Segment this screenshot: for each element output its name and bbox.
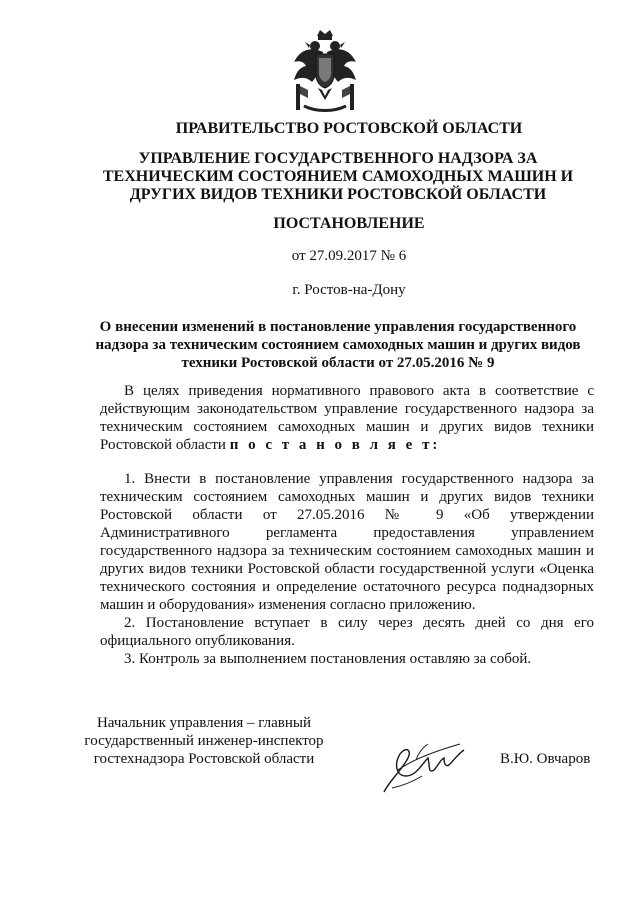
resolution-item-2: 2. Постановление вступает в силу через десять дней со дня его официального опубликования. (100, 615, 594, 649)
department-title: УПРАВЛЕНИЕ ГОСУДАРСТВЕННОГО НАДЗОРА ЗА ТЕХНИЧЕСКИМ СОСТОЯНИЕМ САМОХОДНЫХ МАШИН И ДРУГИХ ВИДОВ ТЕХНИКИ РОСТОВСКОЙ ОБЛАСТИ (102, 150, 574, 203)
resolution-items (100, 470, 594, 668)
signatory-name: В.Ю. Овчаров (500, 751, 591, 767)
government-title: ПРАВИТЕЛЬСТВО РОСТОВСКОЙ ОБЛАСТИ (175, 120, 523, 137)
document-type: ПОСТАНОВЛЕНИЕ (273, 215, 425, 232)
intro-text: В целях приведения нормативного правового акта в соответствие с действующим законодательством управление государственного надзора за техническим состоянием самоходных машин и других видов техники Ростовской области (100, 383, 594, 453)
resolution-item-3: 3. Контроль за выполнением постановления оставляю за собой. (124, 651, 532, 667)
signatory-title-line: Начальник управления – главный (96, 715, 312, 731)
document-date-number: от 27.09.2017 № 6 (291, 248, 407, 264)
coat-of-arms-icon (290, 28, 360, 114)
signatory-title-line: гостехнадзора Ростовской области (93, 751, 315, 767)
document-city: г. Ростов-на-Дону (292, 282, 406, 298)
document-subject: О внесении изменений в постановление управления государственного надзора за техническим состоянием самоходных машин и других видов техники Ростовской области от 27.05.2016 № 9 (95, 319, 581, 371)
intro-paragraph (100, 382, 594, 454)
signatory-title (78, 714, 330, 768)
handwritten-signature-icon (372, 730, 472, 800)
resolution-item-1: 1. Внести в постановление управления государственного надзора за техническим состоянием самоходных машин и других видов техники Ростовской области от 27.05.2016 № 9 «Об утверждении Административного регламента предоставления управлением государственного надзора за техническим состоянием самоходных машин и других видов техники Ростовской области государственной услуги «Оценка технического состояния и определение остаточного ресурса поднадзорных машин и оборудования» изменения согласно приложению. (100, 471, 594, 613)
resolves-text: п о с т а н о в л я е т: (229, 437, 441, 453)
signatory-title-line: государственный инженер-инспектор (84, 733, 324, 749)
